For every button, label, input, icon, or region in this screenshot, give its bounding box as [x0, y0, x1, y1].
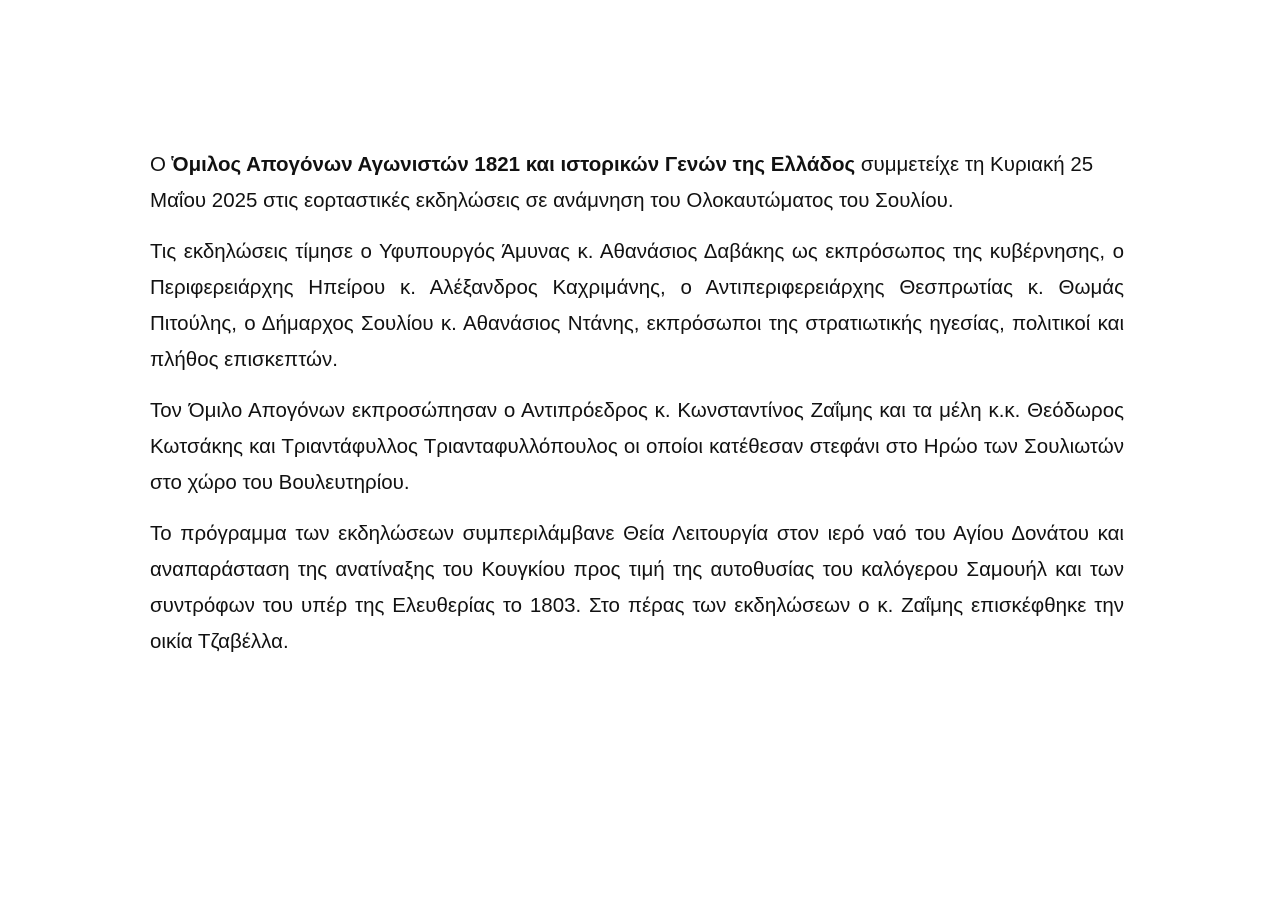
paragraph-1 [150, 147, 1124, 219]
paragraph-1-prefix: Ο [150, 153, 172, 176]
paragraph-2: Τις εκδηλώσεις τίμησε ο Υφυπουργός Άμυνας κ. Αθανάσιος Δαβάκης ως εκπρόσωπος της κυβέρνησης, ο Περιφερειάρχης Ηπείρου κ. Αλέξανδρος Καχριμάνης, ο Αντιπεριφερειάρχης Θεσπρωτίας κ. Θωμάς Πιτούλης, ο Δήμαρχος Σουλίου κ. Αθανάσιος Ντάνης, εκπρόσωποι της στρατιωτικής ηγεσίας, πολιτικοί και πλήθος επισκεπτών. [150, 240, 1124, 371]
organization-name: Ὁμιλος Απογόνων Αγωνιστών 1821 και ιστορικών Γενών της Ελλάδος [171, 153, 856, 176]
paragraph-3: Τον Όμιλο Απογόνων εκπροσώπησαν ο Αντιπρόεδρος κ. Κωνσταντίνος Ζαΐμης και τα μέλη κ.κ. Θεόδωρος Κωτσάκης και Τριαντάφυλλος Τριανταφυλλόπουλος οι οποίοι κατέθεσαν στεφάνι στο Ηρώο των Σουλιωτών στο χώρο του Βουλευτηρίου. [150, 399, 1124, 494]
paragraph-4: Το πρόγραμμα των εκδηλώσεων συμπεριλάμβανε Θεία Λειτουργία στον ιερό ναό του Αγίου Δονάτου και αναπαράσταση της ανατίναξης του Κουγκίου προς τιμή της αυτοθυσίας του καλόγερου Σαμουήλ και των συντρόφων του υπέρ της Ελευθερίας το 1803. Στο πέρας των εκδηλώσεων ο κ. Ζαΐμης επισκέφθηκε την οικία Τζαβέλλα. [150, 522, 1124, 653]
paragraph-1-suffix: συμμετείχε τη Κυριακή 25 Μαΐου 2025 στις εορταστικές εκδηλώσεις σε ανάμνηση του Ολοκαυτώματος του Σουλίου. [150, 153, 1094, 212]
document-body [150, 147, 1124, 675]
